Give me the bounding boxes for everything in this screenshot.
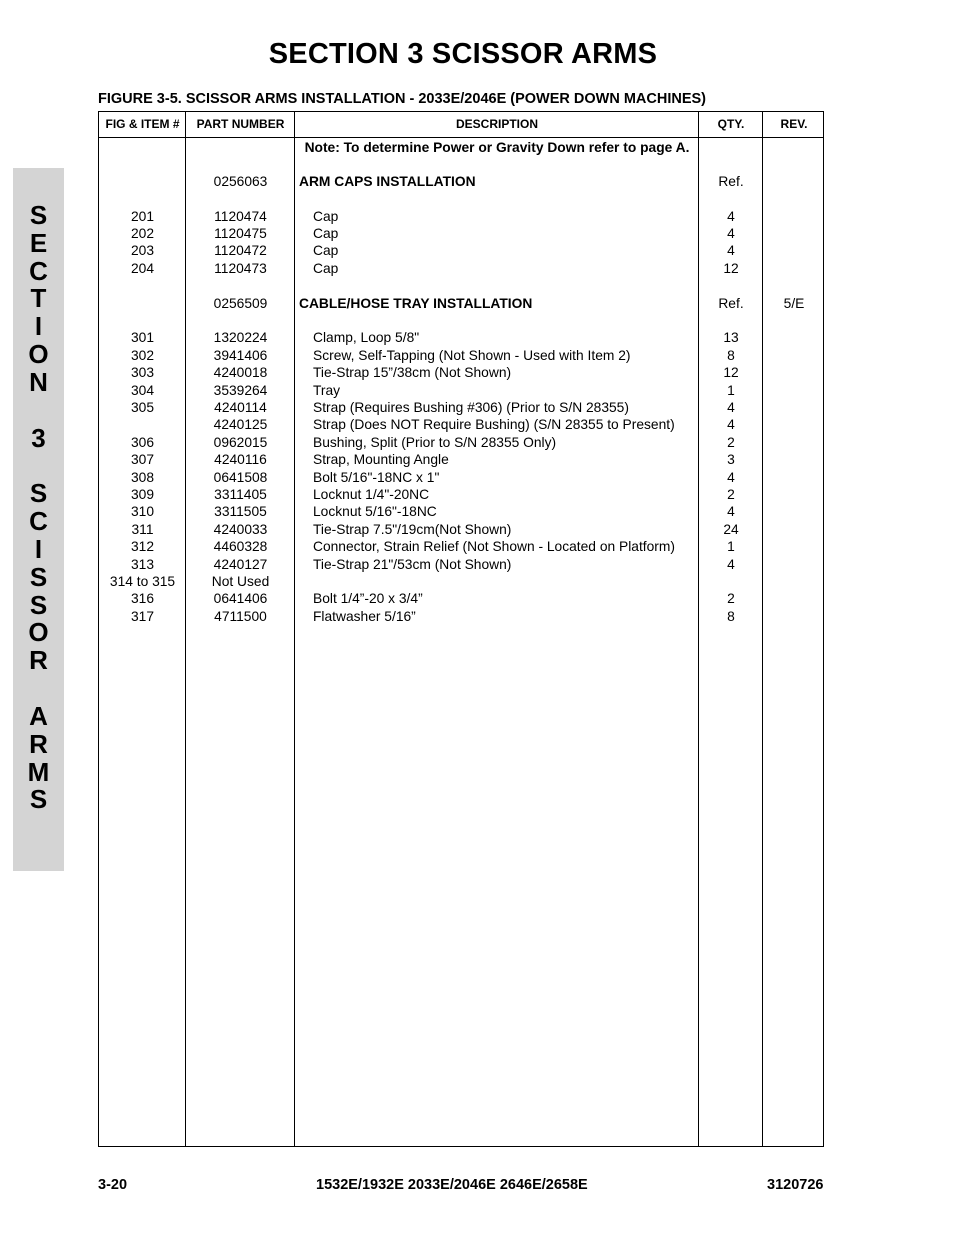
table-row xyxy=(99,590,823,607)
cell-part-number: 4460328 xyxy=(213,539,268,554)
table-row xyxy=(99,434,823,451)
cell-fig-item: 316 xyxy=(130,591,155,606)
cell-fig-item: 310 xyxy=(130,504,155,519)
table-row xyxy=(99,416,823,433)
side-tab-letter: C xyxy=(29,255,48,286)
cell-qty: 4 xyxy=(727,209,735,224)
table-row xyxy=(99,329,823,346)
cell-description: Tie-Strap 21"/53cm (Not Shown) xyxy=(313,557,512,572)
cell-description: Clamp, Loop 5/8" xyxy=(313,330,420,345)
side-tab-letter: R xyxy=(29,645,48,676)
side-tab-letter: S xyxy=(29,200,48,230)
cell-part-number: 4240018 xyxy=(213,365,268,380)
table-row xyxy=(99,503,823,520)
cell-fig-item: 312 xyxy=(130,539,155,554)
cell-fig-item: 301 xyxy=(130,330,155,345)
table-row xyxy=(99,521,823,538)
cell-fig-item: 201 xyxy=(130,209,155,224)
cell-description: Bolt 1/4”-20 x 3/4” xyxy=(313,591,423,606)
cell-qty: 12 xyxy=(723,261,739,276)
cell-description: Cap xyxy=(313,261,339,276)
cell-description: ARM CAPS INSTALLATION xyxy=(299,174,476,189)
table-row xyxy=(99,382,823,399)
cell-fig-item: 304 xyxy=(130,383,155,398)
col-header-fig-item: FIG & ITEM # xyxy=(105,117,180,131)
side-tab-letter: N xyxy=(29,366,48,397)
col-header-rev: REV. xyxy=(780,117,808,131)
side-tab-letter: R xyxy=(29,728,48,759)
side-tab-letter: S xyxy=(29,589,48,620)
side-tab-letter: A xyxy=(29,700,48,731)
cell-part-number: 4240033 xyxy=(213,522,268,537)
cell-description: Cap xyxy=(313,226,339,241)
cell-fig-item: 317 xyxy=(130,609,155,624)
cell-description: Strap (Requires Bushing #306) (Prior to S/N 28355) xyxy=(313,400,629,415)
section-title: SECTION 3 SCISSOR ARMS xyxy=(268,38,658,70)
cell-description: Locknut 5/16"-18NC xyxy=(313,504,437,519)
table-row xyxy=(99,608,823,625)
side-tab-letter: C xyxy=(29,506,48,537)
cell-qty: 4 xyxy=(727,417,735,432)
footer-page-number: 3-20 xyxy=(98,1177,128,1193)
cell-part-number: 4240114 xyxy=(214,400,267,415)
cell-description: Strap (Does NOT Require Bushing) (S/N 28355 to Present) xyxy=(313,417,675,432)
cell-qty: 13 xyxy=(723,330,739,345)
cell-part-number: 1120472 xyxy=(214,243,267,258)
cell-qty: 3 xyxy=(727,452,735,467)
cell-qty: 4 xyxy=(727,504,735,519)
table-row xyxy=(99,538,823,555)
table-row xyxy=(99,208,823,225)
cell-qty: 2 xyxy=(727,487,735,502)
table-row xyxy=(99,295,823,312)
cell-fig-item: 302 xyxy=(130,348,155,363)
cell-description: Cap xyxy=(313,243,339,258)
cell-part-number: 0641508 xyxy=(213,470,268,485)
cell-part-number: 4711500 xyxy=(214,609,267,624)
footer-doc-number: 3120726 xyxy=(767,1177,824,1193)
side-tab-letter: E xyxy=(29,227,48,258)
cell-description: Tie-Strap 15”/38cm (Not Shown) xyxy=(313,365,512,380)
cell-qty: 1 xyxy=(727,383,735,398)
side-tab-letter: I xyxy=(34,311,43,342)
side-tab-letter: 3 xyxy=(31,422,46,453)
table-row xyxy=(99,173,823,190)
side-tab-letter: I xyxy=(34,533,43,564)
table-row xyxy=(99,573,823,590)
cell-part-number: 3941406 xyxy=(213,348,268,363)
cell-fig-item: 204 xyxy=(130,261,155,276)
col-header-part-number: PART NUMBER xyxy=(196,117,285,131)
cell-description: Screw, Self-Tapping (Not Shown - Used with Item 2) xyxy=(313,348,631,363)
side-tab-letter: O xyxy=(28,338,49,369)
cell-fig-item: 306 xyxy=(130,435,155,450)
cell-description: Tie-Strap 7.5"/19cm(Not Shown) xyxy=(313,522,512,537)
table-row xyxy=(99,364,823,381)
cell-fig-item: 203 xyxy=(130,243,155,258)
cell-part-number: 0256509 xyxy=(213,296,268,311)
figure-title: FIGURE 3-5. SCISSOR ARMS INSTALLATION - 2033E/2046E (POWER DOWN MACHINES) xyxy=(98,91,707,107)
cell-part-number: 4240116 xyxy=(214,452,267,467)
parts-table xyxy=(98,111,824,1147)
cell-fig-item: 303 xyxy=(130,365,155,380)
cell-qty: 4 xyxy=(727,243,735,258)
table-row xyxy=(99,486,823,503)
section-side-tab xyxy=(13,168,64,871)
table-row xyxy=(99,469,823,486)
cell-description: Tray xyxy=(313,383,341,398)
side-tab-label xyxy=(13,202,64,814)
cell-part-number: 4240125 xyxy=(213,417,268,432)
cell-part-number: 0641406 xyxy=(213,591,268,606)
cell-part-number: 1120475 xyxy=(214,226,267,241)
cell-qty: 8 xyxy=(727,609,735,624)
footer-models: 1532E/1932E 2033E/2046E 2646E/2658E xyxy=(316,1177,588,1193)
table-row xyxy=(99,260,823,277)
cell-qty: Ref. xyxy=(718,296,744,311)
cell-part-number: 3539264 xyxy=(213,383,268,398)
side-tab-letter: S xyxy=(29,784,48,815)
cell-part-number: 0962015 xyxy=(213,435,268,450)
cell-description: Locknut 1/4"-20NC xyxy=(313,487,430,502)
cell-description: Connector, Strain Relief (Not Shown - Located on Platform) xyxy=(313,539,675,554)
side-tab-letter: O xyxy=(28,617,49,648)
table-note: Note: To determine Power or Gravity Down refer to page A. xyxy=(304,140,690,155)
cell-qty: 1 xyxy=(727,539,735,554)
cell-description: Bushing, Split (Prior to S/N 28355 Only) xyxy=(313,435,557,450)
cell-fig-item: 311 xyxy=(131,522,154,537)
cell-description: Bolt 5/16"-18NC x 1" xyxy=(313,470,440,485)
table-row xyxy=(99,399,823,416)
cell-part-number: 3311505 xyxy=(214,504,267,519)
cell-description: Strap, Mounting Angle xyxy=(313,452,449,467)
cell-qty: 24 xyxy=(723,522,739,537)
table-row xyxy=(99,225,823,242)
cell-fig-item: 202 xyxy=(130,226,155,241)
table-row xyxy=(99,242,823,259)
cell-part-number: 0256063 xyxy=(213,174,268,189)
cell-rev: 5/E xyxy=(783,296,805,311)
cell-description: CABLE/HOSE TRAY INSTALLATION xyxy=(299,296,533,311)
side-tab-letter: T xyxy=(30,283,47,314)
cell-fig-item: 314 to 315 xyxy=(109,574,176,589)
cell-qty: 4 xyxy=(727,400,735,415)
side-tab-letter: S xyxy=(29,561,48,592)
cell-qty: 12 xyxy=(723,365,739,380)
col-header-qty: QTY. xyxy=(717,117,745,131)
cell-part-number: 1320224 xyxy=(213,330,268,345)
cell-description: Flatwasher 5/16” xyxy=(313,609,416,624)
table-row xyxy=(99,556,823,573)
cell-fig-item: 313 xyxy=(130,557,155,572)
cell-qty: 2 xyxy=(727,435,735,450)
cell-part-number: Not Used xyxy=(211,574,270,589)
table-header xyxy=(99,112,823,138)
cell-part-number: 4240127 xyxy=(213,557,268,572)
col-header-description: DESCRIPTION xyxy=(455,117,538,131)
cell-qty: 4 xyxy=(727,226,735,241)
cell-part-number: 1120473 xyxy=(214,261,267,276)
side-tab-letter: S xyxy=(29,478,48,509)
side-tab-letter: M xyxy=(27,756,50,787)
cell-qty: 4 xyxy=(727,557,735,572)
cell-fig-item: 309 xyxy=(130,487,155,502)
table-row xyxy=(99,451,823,468)
cell-fig-item: 305 xyxy=(130,400,155,415)
cell-part-number: 3311405 xyxy=(214,487,267,502)
cell-qty: 8 xyxy=(727,348,735,363)
cell-description: Cap xyxy=(313,209,339,224)
cell-qty: 2 xyxy=(727,591,735,606)
cell-qty: Ref. xyxy=(718,174,744,189)
table-row xyxy=(99,347,823,364)
cell-qty: 4 xyxy=(727,470,735,485)
cell-fig-item: 308 xyxy=(130,470,155,485)
cell-fig-item: 307 xyxy=(130,452,155,467)
cell-part-number: 1120474 xyxy=(214,209,267,224)
